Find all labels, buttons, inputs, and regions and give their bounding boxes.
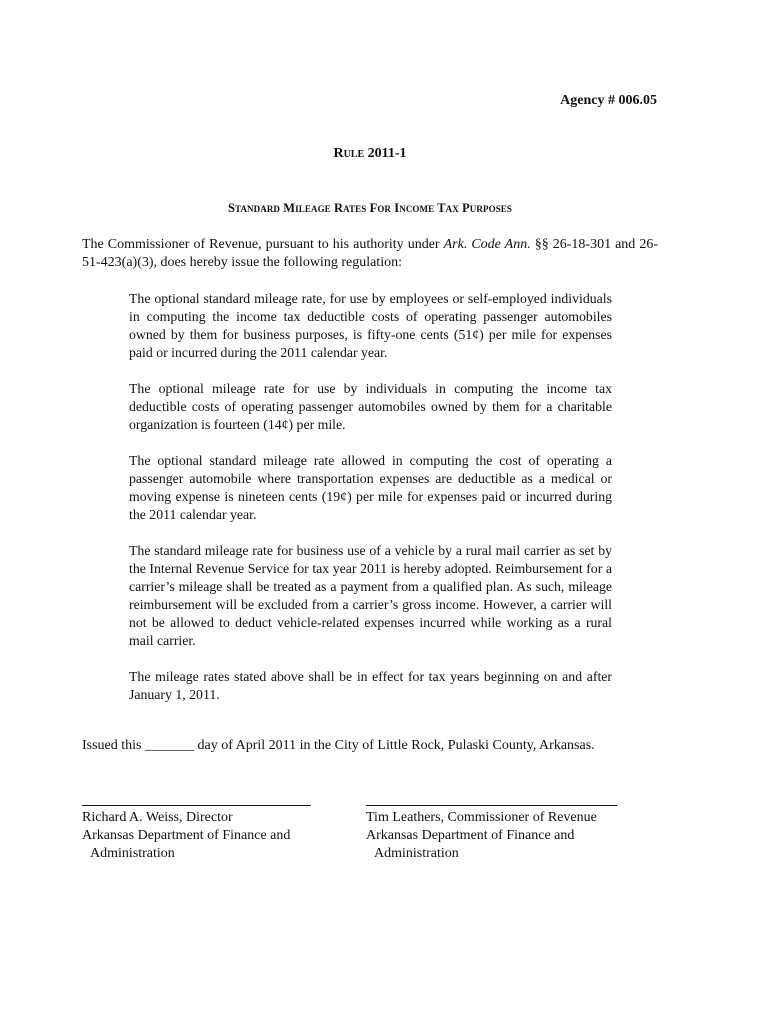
signer-org-line2: Administration [374, 846, 459, 861]
signature-block-commissioner [366, 790, 621, 863]
regulation-body [129, 290, 612, 722]
signature-line [366, 805, 617, 806]
paragraph-medical-moving-rate: The optional standard mileage rate allowed in computing the cost of operating a passenger automobile where transportation expenses are deductible as a medical or moving expense is nineteen cents (19¢) per mile for expenses paid or incurred during the 2011 calendar year. [129, 453, 612, 522]
document-heading: Standard Mileage Rates For Income Tax Purposes [227, 201, 513, 215]
paragraph-effective-date: The mileage rates stated above shall be in effect for tax years beginning on and after January 1, 2011. [129, 669, 612, 702]
agency-number: Agency # 006.05 [560, 93, 657, 108]
intro-text-start: The Commissioner of Revenue, pursuant to his authority under [82, 237, 444, 252]
intro-text-end: §§ 26-18-301 and 26-51-423(a)(3), does hereby issue the following regulation: [82, 237, 658, 270]
issued-line: Issued this _______ day of April 2011 in the City of Little Rock, Pulaski County, Arkansas. [82, 738, 595, 753]
intro-paragraph [82, 236, 658, 272]
rule-title: Rule 2011-1 [333, 146, 407, 161]
paragraph-rural-mail-carrier: The standard mileage rate for business use of a vehicle by a rural mail carrier as set by the Internal Revenue Service for tax year 2011 is hereby adopted. Reimbursement for a carrier’s mileage shall be treated as a payment from a qualified plan. As such, mileage reimbursement will be excluded from a carrier’s gross income. However, a carrier will not be allowed to deduct vehicle-related expenses incurred while working as a rural mail carrier. [129, 543, 612, 648]
signer-name: Tim Leathers, Commissioner of Revenue [366, 810, 597, 825]
signature-block-director [82, 790, 312, 863]
intro-citation: Ark. Code Ann. [443, 237, 531, 252]
signature-line [82, 805, 311, 806]
signer-org-line2: Administration [90, 846, 175, 861]
signer-name: Richard A. Weiss, Director [82, 810, 233, 825]
signer-org-line1: Arkansas Department of Finance and [82, 828, 291, 843]
paragraph-business-rate: The optional standard mileage rate, for use by employees or self-employed individuals in computing the income tax deductible costs of operating passenger automobiles owned by them for business purposes, is fifty-one cents (51¢) per mile for expenses paid or incurred during the 2011 calendar year. [129, 291, 612, 360]
signer-org-line1: Arkansas Department of Finance and [366, 828, 575, 843]
paragraph-charitable-rate: The optional mileage rate for use by individuals in computing the income tax deductible costs of operating passenger automobiles owned by them for a charitable organization is fourteen (14¢) per mile. [129, 381, 612, 432]
